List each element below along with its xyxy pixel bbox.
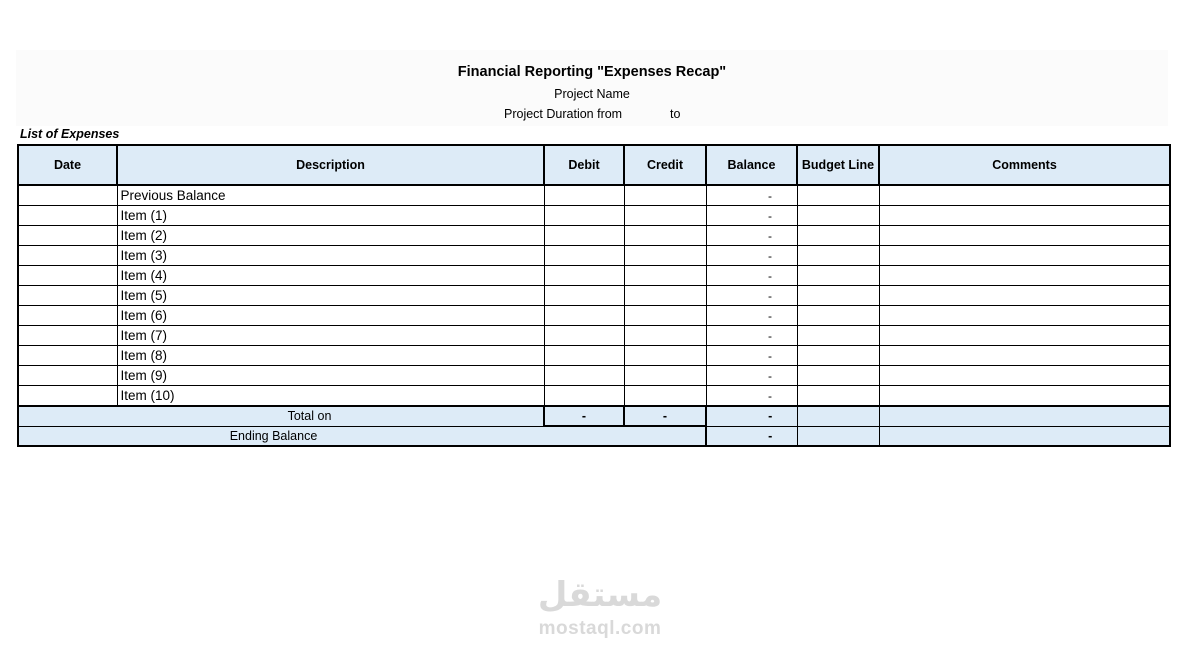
- project-duration-from-label: Project Duration from: [504, 107, 623, 121]
- credit-cell[interactable]: [624, 286, 706, 306]
- column-header-comments: Comments: [879, 145, 1170, 185]
- credit-cell[interactable]: [624, 326, 706, 346]
- balance-cell[interactable]: -: [706, 185, 797, 206]
- report-title: Financial Reporting "Expenses Recap": [457, 64, 727, 80]
- description-cell[interactable]: Item (5): [117, 286, 544, 306]
- table-row: [18, 386, 1170, 407]
- date-cell[interactable]: [18, 386, 117, 407]
- comments-cell[interactable]: [879, 185, 1170, 206]
- total-label: Total on: [18, 406, 544, 426]
- column-header-date: Date: [18, 145, 117, 185]
- comments-cell[interactable]: [879, 226, 1170, 246]
- budget-line-cell[interactable]: [797, 346, 879, 366]
- description-cell[interactable]: Item (4): [117, 266, 544, 286]
- total-budget-line-cell[interactable]: [797, 406, 879, 426]
- watermark-latin-text: mostaql.com: [538, 618, 662, 639]
- total-credit[interactable]: -: [624, 406, 706, 426]
- balance-cell[interactable]: -: [706, 246, 797, 266]
- date-cell[interactable]: [18, 226, 117, 246]
- column-header-debit: Debit: [544, 145, 624, 185]
- credit-cell[interactable]: [624, 226, 706, 246]
- description-cell[interactable]: Item (2): [117, 226, 544, 246]
- ending-comments-cell[interactable]: [879, 426, 1170, 446]
- debit-cell[interactable]: [544, 286, 624, 306]
- balance-cell[interactable]: -: [706, 206, 797, 226]
- credit-cell[interactable]: [624, 246, 706, 266]
- description-cell[interactable]: Item (7): [117, 326, 544, 346]
- credit-cell[interactable]: [624, 306, 706, 326]
- comments-cell[interactable]: [879, 206, 1170, 226]
- table-body: [18, 185, 1170, 406]
- total-balance[interactable]: -: [706, 406, 797, 426]
- mostaql-watermark-logo: [520, 575, 680, 640]
- budget-line-cell[interactable]: [797, 286, 879, 306]
- budget-line-cell[interactable]: [797, 246, 879, 266]
- credit-cell[interactable]: [624, 346, 706, 366]
- debit-cell[interactable]: [544, 366, 624, 386]
- table-row: [18, 366, 1170, 386]
- table-row: [18, 185, 1170, 206]
- balance-cell[interactable]: -: [706, 346, 797, 366]
- comments-cell[interactable]: [879, 306, 1170, 326]
- column-header-balance: Balance: [706, 145, 797, 185]
- budget-line-cell[interactable]: [797, 326, 879, 346]
- column-header-credit: Credit: [624, 145, 706, 185]
- balance-cell[interactable]: -: [706, 366, 797, 386]
- credit-cell[interactable]: [624, 386, 706, 407]
- date-cell[interactable]: [18, 286, 117, 306]
- date-cell[interactable]: [18, 185, 117, 206]
- comments-cell[interactable]: [879, 326, 1170, 346]
- date-cell[interactable]: [18, 266, 117, 286]
- credit-cell[interactable]: [624, 266, 706, 286]
- balance-cell[interactable]: -: [706, 266, 797, 286]
- credit-cell[interactable]: [624, 185, 706, 206]
- ending-balance-value[interactable]: -: [706, 426, 797, 446]
- total-row: [18, 406, 1170, 426]
- debit-cell[interactable]: [544, 326, 624, 346]
- table-row: [18, 306, 1170, 326]
- budget-line-cell[interactable]: [797, 386, 879, 407]
- debit-cell[interactable]: [544, 346, 624, 366]
- comments-cell[interactable]: [879, 266, 1170, 286]
- debit-cell[interactable]: [544, 306, 624, 326]
- budget-line-cell[interactable]: [797, 226, 879, 246]
- description-cell[interactable]: Previous Balance: [117, 185, 544, 206]
- table-row: [18, 326, 1170, 346]
- description-cell[interactable]: Item (1): [117, 206, 544, 226]
- balance-cell[interactable]: -: [706, 286, 797, 306]
- balance-cell[interactable]: -: [706, 306, 797, 326]
- total-comments-cell[interactable]: [879, 406, 1170, 426]
- table-row: [18, 206, 1170, 226]
- ending-balance-row: [18, 426, 1170, 446]
- comments-cell[interactable]: [879, 246, 1170, 266]
- description-cell[interactable]: Item (6): [117, 306, 544, 326]
- table-row: [18, 266, 1170, 286]
- budget-line-cell[interactable]: [797, 185, 879, 206]
- table-row: [18, 346, 1170, 366]
- debit-cell[interactable]: [544, 226, 624, 246]
- expenses-table: [17, 144, 1171, 447]
- description-cell[interactable]: Item (10): [117, 386, 544, 407]
- project-duration-to-label: to: [670, 107, 681, 121]
- column-header-budget-line: Budget Line: [797, 145, 879, 185]
- description-cell[interactable]: Item (9): [117, 366, 544, 386]
- table-row: [18, 226, 1170, 246]
- date-cell[interactable]: [18, 346, 117, 366]
- budget-line-cell[interactable]: [797, 266, 879, 286]
- comments-cell[interactable]: [879, 386, 1170, 407]
- total-debit[interactable]: -: [544, 406, 624, 426]
- ending-budget-line-cell[interactable]: [797, 426, 879, 446]
- table-header-row: [18, 145, 1170, 185]
- project-name-label: Project Name: [554, 87, 630, 101]
- list-of-expenses-label: List of Expenses: [20, 127, 120, 141]
- debit-cell[interactable]: [544, 386, 624, 407]
- comments-cell[interactable]: [879, 366, 1170, 386]
- table-row: [18, 246, 1170, 266]
- balance-cell[interactable]: -: [706, 386, 797, 407]
- comments-cell[interactable]: [879, 346, 1170, 366]
- balance-cell[interactable]: -: [706, 226, 797, 246]
- date-cell[interactable]: [18, 206, 117, 226]
- description-cell[interactable]: Item (3): [117, 246, 544, 266]
- debit-cell[interactable]: [544, 266, 624, 286]
- budget-line-cell[interactable]: [797, 306, 879, 326]
- date-cell[interactable]: [18, 326, 117, 346]
- budget-line-cell[interactable]: [797, 366, 879, 386]
- date-cell[interactable]: [18, 306, 117, 326]
- comments-cell[interactable]: [879, 286, 1170, 306]
- debit-cell[interactable]: [544, 206, 624, 226]
- column-header-description: Description: [117, 145, 544, 185]
- budget-line-cell[interactable]: [797, 206, 879, 226]
- date-cell[interactable]: [18, 246, 117, 266]
- description-cell[interactable]: Item (8): [117, 346, 544, 366]
- debit-cell[interactable]: [544, 185, 624, 206]
- balance-cell[interactable]: -: [706, 326, 797, 346]
- table-row: [18, 286, 1170, 306]
- credit-cell[interactable]: [624, 366, 706, 386]
- watermark-arabic-text: مستقل: [537, 575, 663, 615]
- date-cell[interactable]: [18, 366, 117, 386]
- debit-cell[interactable]: [544, 246, 624, 266]
- credit-cell[interactable]: [624, 206, 706, 226]
- ending-balance-label: Ending Balance: [18, 426, 706, 446]
